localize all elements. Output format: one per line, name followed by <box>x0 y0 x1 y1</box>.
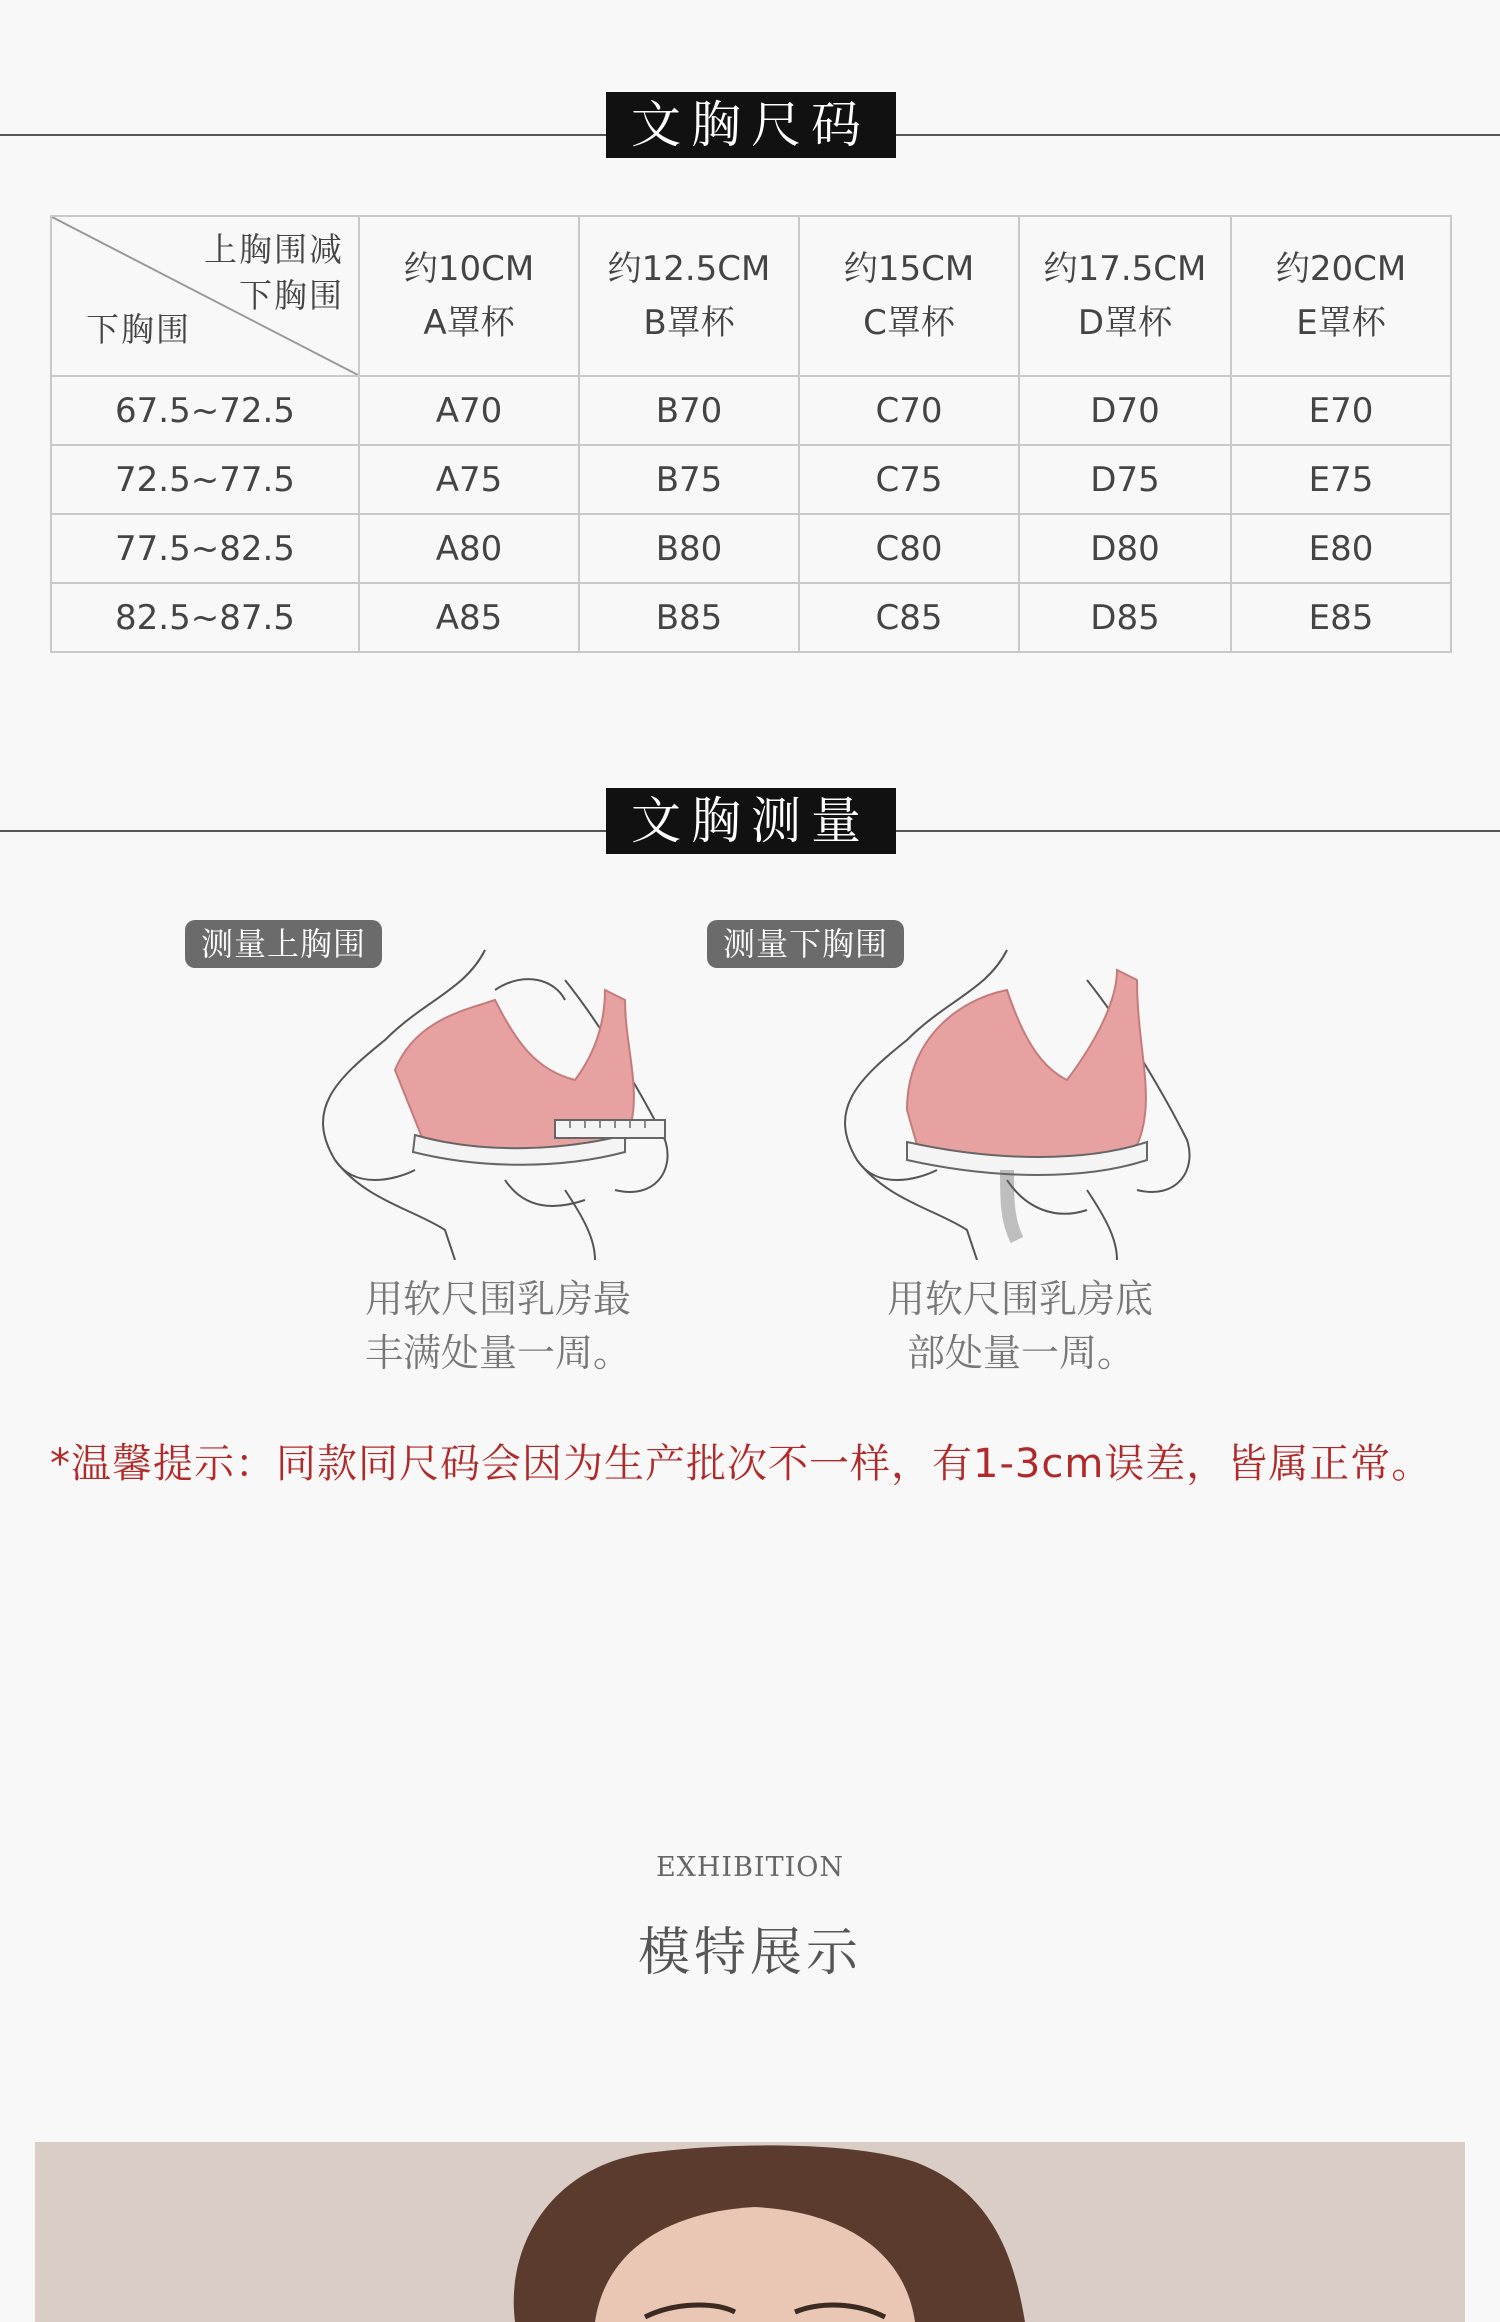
column-header: 约15CM C罩杯 <box>799 216 1019 376</box>
table-cell: B85 <box>579 583 799 652</box>
table-cell: E85 <box>1231 583 1451 652</box>
exhibition-label-en: EXHIBITION <box>655 1852 845 1883</box>
measure-section-title: 文胸测量 <box>606 788 896 854</box>
table-cell: A85 <box>359 583 579 652</box>
table-cell: C70 <box>799 376 1019 445</box>
row-range-cell: 67.5~72.5 <box>51 376 359 445</box>
corner-top-line1: 上胸围减 <box>204 230 344 269</box>
table-cell: B80 <box>579 514 799 583</box>
model-photo-placeholder <box>35 2142 1465 2322</box>
column-header: 约12.5CM B罩杯 <box>579 216 799 376</box>
corner-top-label <box>204 227 344 319</box>
caption-line: 用软尺围乳房最 <box>365 1277 632 1321</box>
size-section-title: 文胸尺码 <box>606 92 896 158</box>
row-range-cell: 77.5~82.5 <box>51 514 359 583</box>
table-cell: A75 <box>359 445 579 514</box>
table-cell: E75 <box>1231 445 1451 514</box>
upper-bust-caption <box>185 1272 685 1380</box>
lower-bust-caption <box>707 1272 1207 1380</box>
table-row <box>51 376 1451 445</box>
table-cell: B75 <box>579 445 799 514</box>
size-notice: *温馨提示：同款同尺码会因为生产批次不一样，有1-3cm误差，皆属正常。 <box>50 1441 1433 1487</box>
column-header: 约17.5CM D罩杯 <box>1019 216 1231 376</box>
caption-line: 部处量一周。 <box>907 1331 1136 1375</box>
table-cell: C75 <box>799 445 1019 514</box>
caption-line: 用软尺围乳房底 <box>887 1277 1154 1321</box>
table-cell: D85 <box>1019 583 1231 652</box>
lower-bust-illustration <box>707 930 1207 1260</box>
table-cell: B70 <box>579 376 799 445</box>
table-row <box>51 445 1451 514</box>
table-row <box>51 514 1451 583</box>
upper-bust-measure-block <box>185 920 685 1390</box>
row-range-cell: 82.5~87.5 <box>51 583 359 652</box>
table-cell: E70 <box>1231 376 1451 445</box>
corner-top-line2: 下胸围 <box>239 276 344 315</box>
table-header-row <box>51 216 1451 376</box>
table-row <box>51 583 1451 652</box>
lower-bust-badge: 测量下胸围 <box>707 920 904 968</box>
table-cell: C80 <box>799 514 1019 583</box>
model-photo <box>35 2142 1465 2322</box>
table-cell: E80 <box>1231 514 1451 583</box>
size-section-header <box>0 92 1500 158</box>
table-cell: A80 <box>359 514 579 583</box>
table-cell: C85 <box>799 583 1019 652</box>
table-cell: D80 <box>1019 514 1231 583</box>
exhibition-title: 模特展示 <box>637 1923 862 1983</box>
table-cell: D75 <box>1019 445 1231 514</box>
row-range-cell: 72.5~77.5 <box>51 445 359 514</box>
caption-line: 丰满处量一周。 <box>365 1331 632 1375</box>
column-header: 约20CM E罩杯 <box>1231 216 1451 376</box>
upper-bust-badge: 测量上胸围 <box>185 920 382 968</box>
table-cell: D70 <box>1019 376 1231 445</box>
corner-bottom-label: 下胸围 <box>86 310 191 350</box>
measure-section-header <box>0 788 1500 854</box>
size-table <box>50 215 1452 653</box>
table-corner-cell <box>51 216 359 376</box>
lower-bust-measure-block <box>707 920 1207 1390</box>
upper-bust-illustration <box>185 930 685 1260</box>
column-header: 约10CM A罩杯 <box>359 216 579 376</box>
table-cell: A70 <box>359 376 579 445</box>
